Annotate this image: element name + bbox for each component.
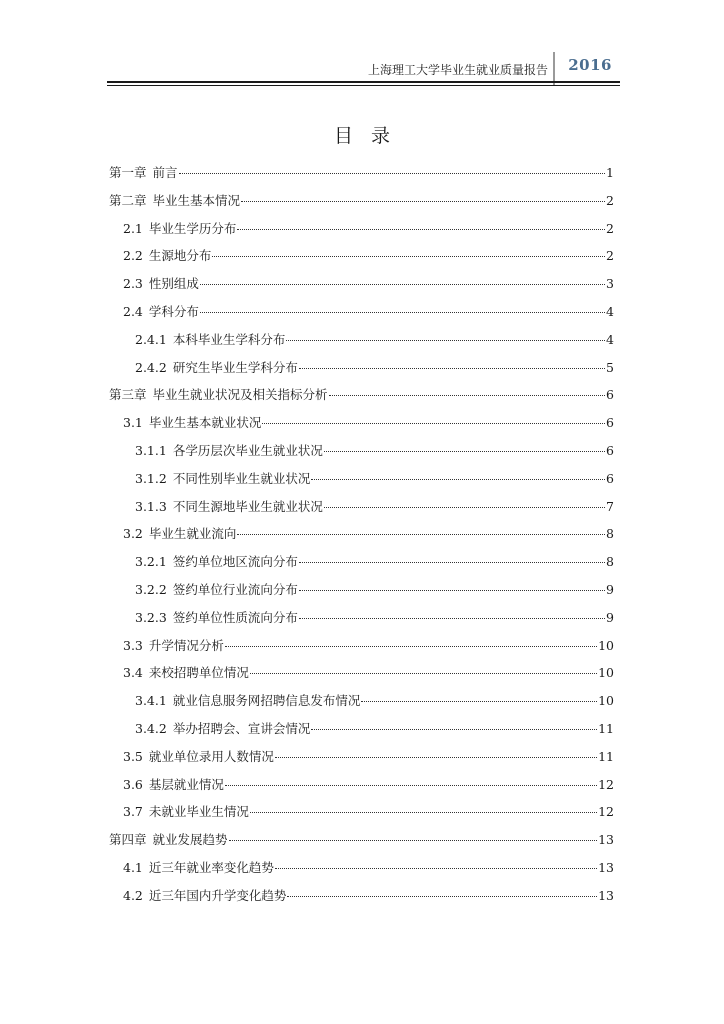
toc-entry-title: 就业信息服务网招聘信息发布情况 — [172, 693, 361, 709]
toc-entry-number: 3.2.3 — [135, 609, 167, 625]
toc-entry-page: 9 — [606, 581, 614, 597]
toc-entry[interactable] — [109, 636, 614, 664]
toc-entry-number: 2.2 — [123, 248, 143, 264]
toc-entry[interactable] — [109, 524, 614, 552]
toc-entry-page: 7 — [606, 498, 614, 514]
toc-entry[interactable] — [109, 830, 614, 858]
toc-entry[interactable] — [109, 274, 614, 302]
toc-dot-leader — [361, 701, 597, 702]
report-year: 2016 — [568, 56, 612, 74]
toc-entry-title: 不同性别毕业生就业状况 — [172, 470, 311, 486]
toc-entry-page: 13 — [598, 859, 614, 875]
toc-entry-number: 2.4.1 — [135, 331, 167, 347]
toc-entry-number: 3.2 — [123, 526, 143, 542]
toc-entry-number: 3.2.2 — [135, 581, 167, 597]
toc-dot-leader — [275, 868, 597, 869]
toc-entry-number: 第一章 — [109, 165, 147, 180]
toc-entry-title: 近三年国内升学变化趋势 — [148, 887, 287, 903]
toc-dot-leader — [286, 340, 605, 341]
toc-entry-title: 毕业生基本情况 — [152, 192, 241, 208]
toc-entry-title: 就业发展趋势 — [152, 832, 228, 848]
toc-entry-title: 近三年就业率变化趋势 — [148, 859, 274, 875]
toc-entry-number: 3.1.3 — [135, 498, 167, 514]
toc-entry-page: 12 — [598, 804, 614, 820]
toc-entry-page: 11 — [598, 720, 614, 736]
toc-dot-leader — [212, 256, 605, 257]
toc-entry-title: 未就业毕业生情况 — [148, 804, 249, 820]
toc-entry-title: 毕业生就业流向 — [148, 526, 237, 542]
toc-entry-page: 5 — [606, 359, 614, 375]
toc-dot-leader — [241, 201, 605, 202]
toc-entry[interactable] — [109, 691, 614, 719]
toc-entry-number: 3.1.1 — [135, 442, 167, 458]
toc-entry[interactable] — [109, 246, 614, 274]
toc-entry-title: 研究生毕业生学科分布 — [172, 359, 298, 375]
toc-entry-title: 基层就业情况 — [148, 776, 224, 792]
toc-entry-number: 3.1.2 — [135, 470, 167, 486]
toc-entry[interactable] — [109, 663, 614, 691]
toc-entry-number: 3.4 — [123, 665, 143, 681]
toc-entry[interactable] — [109, 608, 614, 636]
toc-dot-leader — [299, 590, 605, 591]
header-rule-thin — [107, 85, 620, 86]
toc-dot-leader — [329, 395, 605, 396]
toc-entry-number: 3.4.2 — [135, 720, 167, 736]
toc-entry-title: 签约单位性质流向分布 — [172, 609, 298, 625]
toc-entry[interactable] — [109, 163, 614, 191]
toc-dot-leader — [250, 673, 597, 674]
toc-entry-page: 10 — [598, 637, 614, 653]
toc-entry[interactable] — [109, 775, 614, 803]
toc-entry-title: 来校招聘单位情况 — [148, 665, 249, 681]
toc-entry-number: 第四章 — [109, 832, 147, 848]
toc-entry[interactable] — [109, 719, 614, 747]
toc-title: 目录 — [333, 125, 408, 147]
toc-entry-title: 本科毕业生学科分布 — [172, 331, 286, 347]
toc-entry-page: 13 — [598, 832, 614, 848]
toc-entry-title: 毕业生基本就业状况 — [148, 415, 262, 431]
toc-entry-page: 6 — [606, 415, 614, 431]
toc-entry-title: 签约单位地区流向分布 — [172, 554, 298, 570]
toc-dot-leader — [275, 757, 597, 758]
toc-entry[interactable] — [109, 469, 614, 497]
toc-entry[interactable] — [109, 191, 614, 219]
toc-entry-number: 3.6 — [123, 776, 143, 792]
toc-entry-title: 学科分布 — [148, 303, 199, 319]
toc-entry[interactable] — [109, 413, 614, 441]
toc-entry-number: 3.5 — [123, 748, 143, 764]
header-rule — [107, 81, 620, 83]
toc-entry-title: 各学历层次毕业生就业状况 — [172, 442, 323, 458]
table-of-contents — [109, 163, 614, 914]
toc-entry-page: 4 — [606, 331, 614, 347]
report-title: 上海理工大学毕业生就业质量报告 — [367, 63, 548, 77]
toc-entry-page: 11 — [598, 748, 614, 764]
toc-entry[interactable] — [109, 580, 614, 608]
toc-entry-page: 2 — [606, 248, 614, 264]
toc-entry-title: 签约单位行业流向分布 — [172, 581, 298, 597]
toc-entry-page: 9 — [606, 609, 614, 625]
toc-dot-leader — [225, 646, 597, 647]
toc-entry-title: 毕业生就业状况及相关指标分析 — [152, 387, 328, 403]
toc-entry-title: 生源地分布 — [148, 248, 212, 264]
toc-entry-page: 4 — [606, 303, 614, 319]
toc-dot-leader — [229, 840, 598, 841]
toc-dot-leader — [299, 562, 605, 563]
toc-entry[interactable] — [109, 802, 614, 830]
toc-entry-page: 10 — [598, 693, 614, 709]
toc-entry-title: 升学情况分析 — [148, 637, 224, 653]
toc-dot-leader — [299, 368, 605, 369]
toc-entry-page: 3 — [606, 276, 614, 292]
toc-entry[interactable] — [109, 358, 614, 386]
toc-entry-number: 2.4.2 — [135, 359, 167, 375]
toc-dot-leader — [324, 507, 605, 508]
toc-entry[interactable] — [109, 497, 614, 525]
toc-entry-title: 不同生源地毕业生就业状况 — [172, 498, 323, 514]
toc-entry-number: 2.4 — [123, 303, 143, 319]
toc-entry-number: 3.3 — [123, 637, 143, 653]
toc-entry-number: 3.1 — [123, 415, 143, 431]
toc-entry-number: 3.2.1 — [135, 554, 167, 570]
toc-dot-leader — [311, 479, 605, 480]
toc-entry[interactable] — [109, 330, 614, 358]
toc-entry[interactable] — [109, 886, 614, 914]
toc-dot-leader — [225, 785, 597, 786]
toc-entry[interactable] — [109, 219, 614, 247]
toc-entry-number: 3.7 — [123, 804, 143, 820]
toc-entry-number: 第二章 — [109, 192, 147, 208]
toc-dot-leader — [324, 451, 605, 452]
toc-entry[interactable] — [109, 385, 614, 413]
toc-entry-number: 4.2 — [123, 887, 143, 903]
toc-entry[interactable] — [109, 747, 614, 775]
toc-entry-page: 1 — [606, 165, 614, 180]
toc-entry-page: 12 — [598, 776, 614, 792]
page-header — [107, 52, 620, 88]
toc-entry-title: 毕业生学历分布 — [148, 220, 237, 236]
toc-entry-page: 6 — [606, 470, 614, 486]
toc-entry-page: 2 — [606, 220, 614, 236]
toc-entry-page: 8 — [606, 554, 614, 570]
toc-entry[interactable] — [109, 302, 614, 330]
toc-entry-page: 10 — [598, 665, 614, 681]
toc-entry-title: 性别组成 — [148, 276, 199, 292]
toc-entry[interactable] — [109, 441, 614, 469]
toc-entry[interactable] — [109, 858, 614, 886]
toc-dot-leader — [311, 729, 597, 730]
toc-entry-page: 6 — [606, 387, 614, 403]
toc-dot-leader — [179, 173, 605, 174]
toc-entry-number: 4.1 — [123, 859, 143, 875]
toc-entry-number: 第三章 — [109, 387, 147, 403]
toc-entry-page: 13 — [598, 887, 614, 903]
toc-entry-title: 就业单位录用人数情况 — [148, 748, 274, 764]
toc-entry-page: 6 — [606, 442, 614, 458]
toc-dot-leader — [237, 229, 605, 230]
toc-entry-page: 2 — [606, 192, 614, 208]
toc-entry-number: 2.3 — [123, 276, 143, 292]
toc-dot-leader — [287, 896, 597, 897]
toc-dot-leader — [237, 534, 605, 535]
toc-entry-number: 3.4.1 — [135, 693, 167, 709]
toc-entry-number: 2.1 — [123, 220, 143, 236]
toc-dot-leader — [299, 618, 605, 619]
toc-dot-leader — [250, 812, 597, 813]
toc-dot-leader — [200, 284, 605, 285]
toc-entry-title: 举办招聘会、宣讲会情况 — [172, 720, 311, 736]
toc-dot-leader — [200, 312, 605, 313]
toc-dot-leader — [262, 423, 605, 424]
toc-entry-page: 8 — [606, 526, 614, 542]
toc-entry-title: 前言 — [152, 165, 178, 180]
toc-entry[interactable] — [109, 552, 614, 580]
